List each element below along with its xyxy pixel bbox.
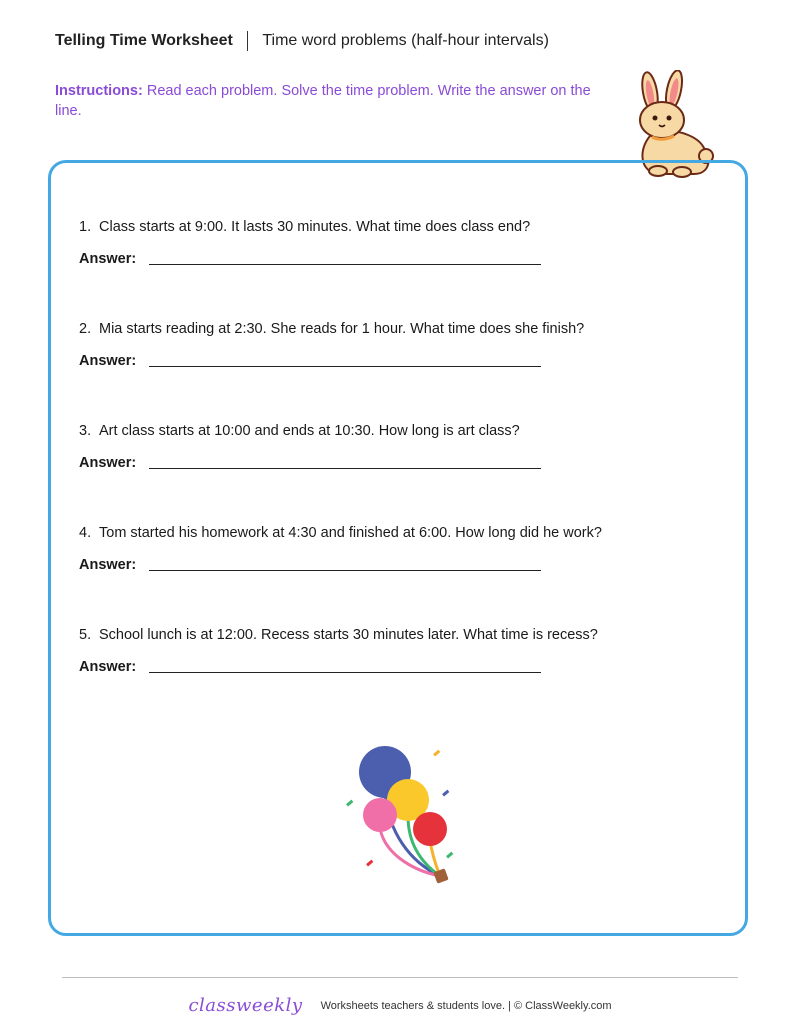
footer-divider bbox=[62, 977, 738, 978]
footer-text: Worksheets teachers & students love. | © ClassWeekly.com bbox=[320, 999, 612, 1012]
problem-text: Mia starts reading at 2:30. She reads for 1 hour. What time does she finish? bbox=[99, 321, 585, 337]
answer-label: Answer: bbox=[79, 557, 137, 573]
worksheet-title: Telling Time Worksheet bbox=[55, 32, 233, 49]
answer-line[interactable] bbox=[149, 468, 541, 469]
problem-number: 4. bbox=[79, 525, 92, 541]
problem-text: Class starts at 9:00. It lasts 30 minutes. What time does class end? bbox=[99, 219, 531, 235]
problem-text: Tom started his homework at 4:30 and finished at 6:00. How long did he work? bbox=[99, 525, 602, 541]
worksheet-header bbox=[55, 30, 549, 52]
answer-line[interactable] bbox=[149, 672, 541, 673]
problem-number: 3. bbox=[79, 423, 92, 439]
problem-2 bbox=[79, 319, 699, 369]
answer-label: Answer: bbox=[79, 659, 137, 675]
instructions-text: Read each problem. Solve the time problem. Write the answer on the line. bbox=[55, 83, 591, 119]
balloons-illustration bbox=[340, 742, 460, 892]
classweekly-logo: classweekly bbox=[188, 995, 303, 1016]
answer-label: Answer: bbox=[79, 353, 137, 369]
instructions bbox=[55, 81, 615, 121]
footer bbox=[0, 995, 800, 1016]
answer-line[interactable] bbox=[149, 264, 541, 265]
problem-number: 5. bbox=[79, 627, 92, 643]
problem-number: 1. bbox=[79, 219, 92, 235]
problem-text: Art class starts at 10:00 and ends at 10:30. How long is art class? bbox=[99, 423, 520, 439]
problem-text: School lunch is at 12:00. Recess starts 30 minutes later. What time is recess? bbox=[99, 627, 598, 643]
answer-label: Answer: bbox=[79, 251, 137, 267]
worksheet-subtitle: Time word problems (half-hour intervals) bbox=[262, 32, 549, 49]
answer-line[interactable] bbox=[149, 366, 541, 367]
problem-5 bbox=[79, 625, 699, 675]
problem-number: 2. bbox=[79, 321, 92, 337]
problem-1 bbox=[79, 217, 699, 267]
instructions-lead: Instructions: bbox=[55, 83, 143, 99]
answer-label: Answer: bbox=[79, 455, 137, 471]
header-divider bbox=[247, 31, 249, 51]
problem-3 bbox=[79, 421, 699, 471]
problem-4 bbox=[79, 523, 699, 573]
answer-line[interactable] bbox=[149, 570, 541, 571]
